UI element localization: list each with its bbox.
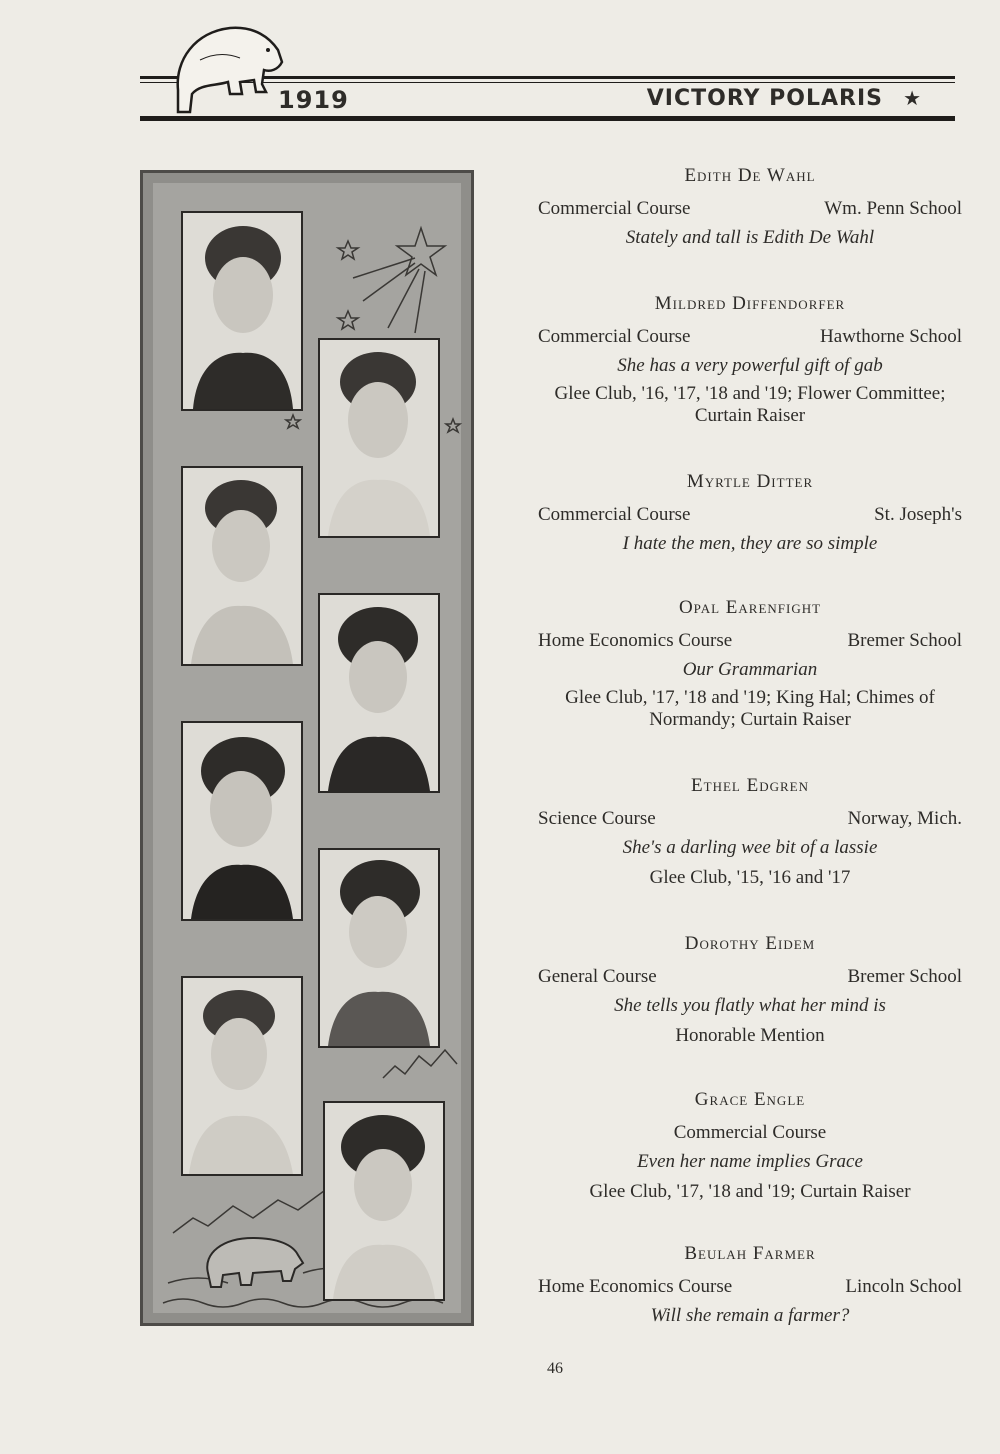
portrait-panel xyxy=(140,170,474,1326)
yearbook-title: VICTORY POLARIS xyxy=(646,86,883,111)
course: Commercial Course xyxy=(538,504,691,525)
entry-ethel-edgren xyxy=(530,774,970,892)
course: Science Course xyxy=(538,808,656,829)
course-school-line xyxy=(530,322,970,351)
motto: She's a darling wee bit of a lassie xyxy=(622,837,878,858)
star-icon: ★ xyxy=(903,88,921,110)
course: Commercial Course xyxy=(538,198,691,219)
portrait-photo-mildred xyxy=(318,338,440,538)
portrait-photo-edith xyxy=(181,211,303,411)
yearbook-year: 1919 xyxy=(278,86,349,114)
portrait-photo-grace xyxy=(181,976,303,1176)
portrait-photo-myrtle xyxy=(181,466,303,666)
student-name: Myrtle Ditter xyxy=(686,471,814,492)
motto: She tells you flatly what her mind is xyxy=(614,995,886,1016)
course: Commercial Course xyxy=(538,326,691,347)
student-name: Opal Earenfight xyxy=(678,597,822,618)
school: Hawthorne School xyxy=(820,326,962,347)
motto: Will she remain a farmer? xyxy=(650,1305,850,1326)
motto: Our Grammarian xyxy=(682,659,818,680)
school: Lincoln School xyxy=(845,1276,962,1297)
course-school-line xyxy=(530,500,970,529)
entry-opal-earenfight xyxy=(530,596,970,731)
entry-mildred-diffendorfer xyxy=(530,292,970,427)
portrait-photo-ethel xyxy=(181,721,303,921)
activities: Glee Club, '17, '18 and '19; King Hal; Chimes of Normandy; Curtain Raiser xyxy=(565,687,935,730)
bear-drawing xyxy=(207,1238,303,1287)
motto: I hate the men, they are so simple xyxy=(622,533,878,554)
portrait-photo-beulah xyxy=(323,1101,445,1301)
page-number: 46 xyxy=(547,1360,563,1377)
activities: Honorable Mention xyxy=(675,1025,825,1046)
entry-dorothy-eidem xyxy=(530,932,970,1050)
course-school-line xyxy=(530,626,970,655)
school: Wm. Penn School xyxy=(824,198,962,219)
motto: She has a very powerful gift of gab xyxy=(617,355,883,376)
motto: Even her name implies Grace xyxy=(637,1151,863,1172)
course: Home Economics Course xyxy=(538,1276,733,1297)
activities: Glee Club, '15, '16 and '17 xyxy=(649,867,851,888)
activities: Glee Club, '16, '17, '18 and '19; Flower Committee; Curtain Raiser xyxy=(554,383,946,426)
activities: Glee Club, '17, '18 and '19; Curtain Raiser xyxy=(589,1181,911,1202)
student-name: Dorothy Eidem xyxy=(684,933,816,954)
entry-edith-de-wahl xyxy=(530,164,970,253)
course-school-line xyxy=(530,194,970,223)
student-name: Beulah Farmer xyxy=(684,1243,816,1264)
entry-beulah-farmer xyxy=(530,1242,970,1331)
school: St. Joseph's xyxy=(874,504,962,525)
page-header xyxy=(140,20,955,130)
school: Bremer School xyxy=(847,630,962,651)
student-name: Grace Engle xyxy=(694,1089,806,1110)
portrait-photo-opal xyxy=(318,593,440,793)
portrait-panel-inner xyxy=(153,183,461,1313)
school: Norway, Mich. xyxy=(847,808,962,829)
course-school-line xyxy=(530,1272,970,1301)
student-name: Edith De Wahl xyxy=(684,165,816,186)
polar-bear-icon xyxy=(170,20,285,120)
course: Commercial Course xyxy=(673,1122,827,1143)
course: General Course xyxy=(538,966,657,987)
entry-grace-engle xyxy=(530,1088,970,1206)
student-name: Ethel Edgren xyxy=(691,775,809,796)
school: Bremer School xyxy=(847,966,962,987)
course-school-line xyxy=(530,804,970,833)
course-school-line xyxy=(530,962,970,991)
course: Home Economics Course xyxy=(538,630,733,651)
student-name: Mildred Diffendorfer xyxy=(654,293,846,314)
portrait-photo-dorothy xyxy=(318,848,440,1048)
motto: Stately and tall is Edith De Wahl xyxy=(625,227,875,248)
entry-myrtle-ditter xyxy=(530,470,970,559)
